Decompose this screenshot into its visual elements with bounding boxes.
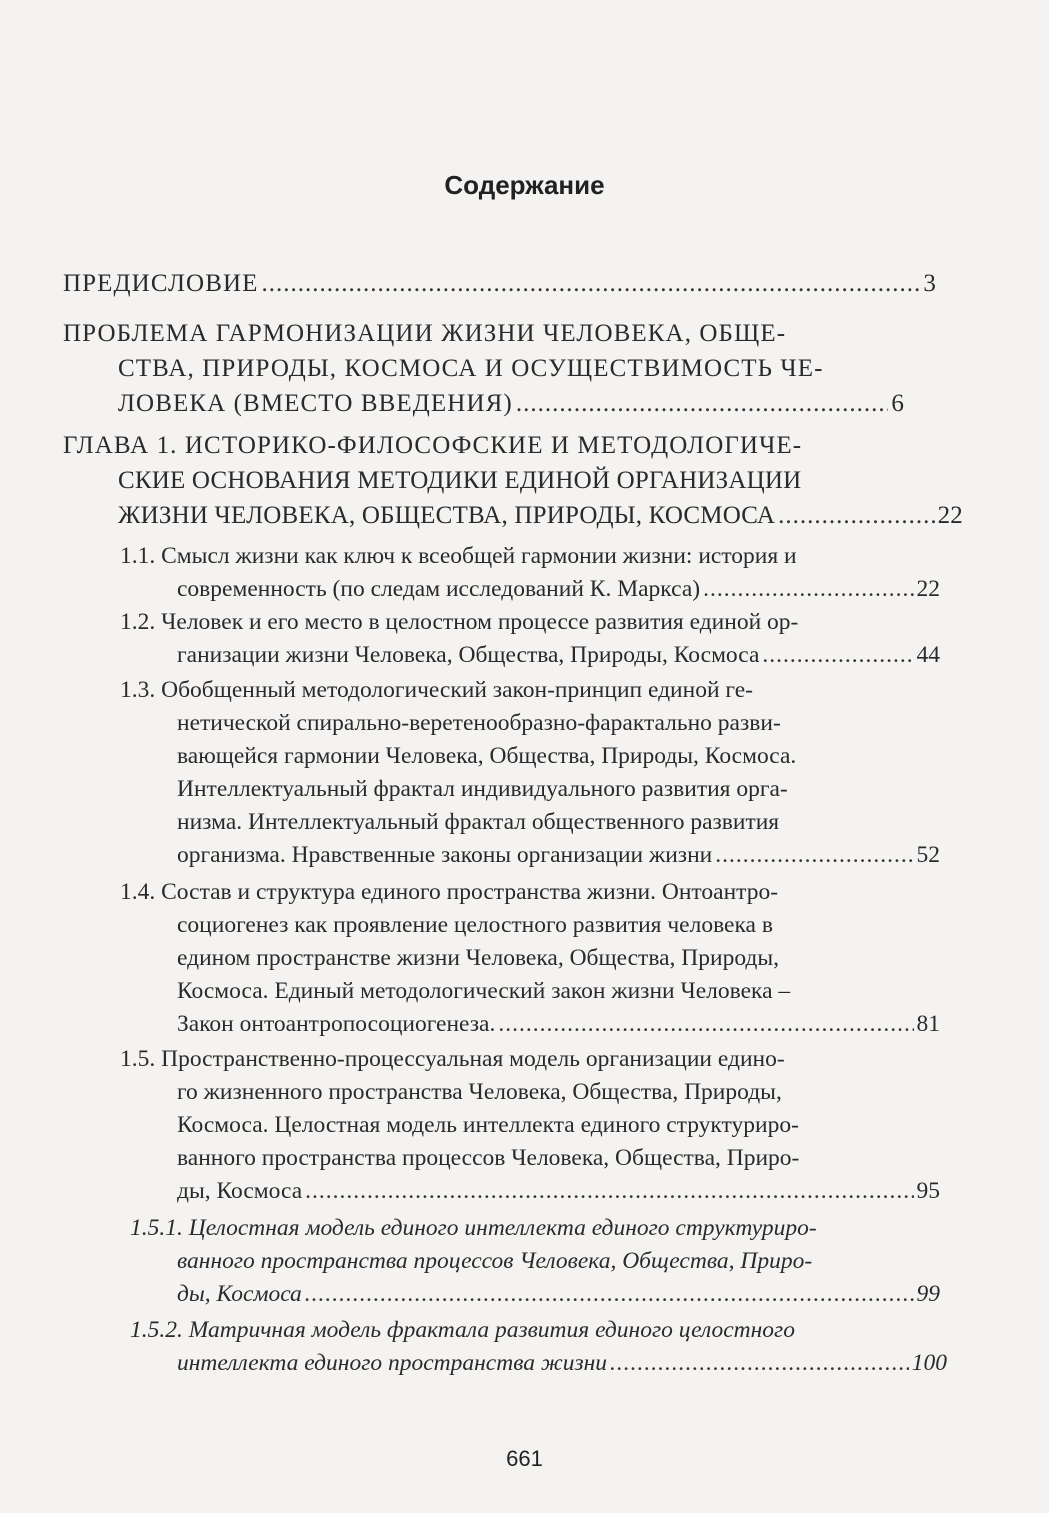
- toc-entry-section-1-5-2[interactable]: [130, 1314, 960, 1380]
- toc-line: [120, 674, 960, 707]
- toc-entry-text: организма. Нравственные законы организации жизни: [177, 842, 713, 868]
- toc-line: [177, 909, 960, 942]
- toc-line: [177, 1076, 960, 1109]
- toc-entry-text: 1.1. Смысл жизни как ключ к всеобщей гармонии жизни: история и: [120, 543, 797, 569]
- toc-entry-preface[interactable]: [63, 266, 937, 301]
- toc-line: [177, 573, 940, 606]
- toc-line: [177, 806, 960, 839]
- toc-line: [177, 1278, 940, 1311]
- toc-entry-text: ванного пространства процессов Человека, Общества, Приро-: [177, 1145, 800, 1171]
- toc-entry-section-1-3[interactable]: [120, 674, 960, 872]
- dot-leader: [610, 1347, 909, 1380]
- toc-line: [118, 498, 963, 533]
- toc-page-number: 22: [916, 576, 940, 602]
- toc-entry-text: ПРЕДИСЛОВИЕ: [63, 270, 259, 297]
- toc-line: [118, 351, 963, 386]
- toc-entry-section-1-4[interactable]: [120, 876, 960, 1041]
- toc-entry-text: 1.2. Человек и его место в целостном процессе развития единой ор-: [120, 609, 799, 635]
- toc-page-number: 99: [916, 1281, 940, 1307]
- dot-leader: [262, 266, 921, 301]
- dot-leader: [305, 1175, 913, 1208]
- toc-line: [177, 1347, 947, 1380]
- toc-entry-text: ды, Космоса: [177, 1281, 302, 1307]
- dot-leader: [715, 839, 913, 872]
- toc-entry-text: интеллекта единого пространства жизни: [177, 1350, 608, 1376]
- toc-line: [177, 773, 960, 806]
- toc-line: [177, 740, 960, 773]
- toc-entry-text: Интеллектуальный фрактал индивидуального развития орга-: [177, 776, 788, 802]
- toc-line: [177, 707, 960, 740]
- toc-entry-text: 1.3. Обобщенный методологический закон-принцип единой ге-: [120, 677, 753, 703]
- toc-entry-text: СТВА, ПРИРОДЫ, КОСМОСА И ОСУЩЕСТВИМОСТЬ ЧЕ-: [118, 355, 824, 382]
- toc-page-number: 81: [916, 1011, 940, 1037]
- toc-page-number: 3: [923, 270, 937, 297]
- toc-line: [177, 1175, 940, 1208]
- toc-line: [120, 540, 960, 573]
- toc-entry-text: ды, Космоса: [177, 1178, 303, 1204]
- toc-entry-text: СКИЕ ОСНОВАНИЯ МЕТОДИКИ ЕДИНОЙ ОРГАНИЗАЦИИ: [118, 467, 802, 494]
- dot-leader: [516, 386, 889, 421]
- toc-line: [177, 975, 960, 1008]
- toc-entry-section-1-5[interactable]: [120, 1043, 960, 1208]
- toc-entry-text: 1.4. Состав и структура единого пространства жизни. Онтоантро-: [120, 879, 779, 905]
- toc-entry-text: современность (по следам исследований К. Маркса): [177, 576, 701, 602]
- toc-page-number: 22: [937, 502, 963, 529]
- toc-entry-text: го жизненного пространства Человека, Общества, Природы,: [177, 1079, 782, 1105]
- toc-line: [177, 839, 940, 872]
- dot-leader: [703, 573, 913, 606]
- page-number: 661: [506, 1446, 543, 1471]
- toc-page-number: 100: [911, 1350, 947, 1376]
- toc-entry-text: низма. Интеллектуальный фрактал общественного развития: [177, 809, 780, 835]
- toc-page-number: 52: [916, 842, 940, 868]
- toc-line: [130, 1314, 960, 1347]
- toc-line: [177, 1142, 960, 1175]
- dot-leader: [762, 639, 913, 672]
- dot-leader: [498, 1008, 913, 1041]
- toc-entry-text: 1.5.1. Целостная модель единого интеллекта единого структуриро-: [130, 1215, 817, 1241]
- toc-page-number: 95: [916, 1178, 940, 1204]
- toc-page-number: 6: [891, 390, 905, 417]
- toc-line: [130, 1212, 960, 1245]
- toc-entry-text: вающейся гармонии Человека, Общества, Природы, Космоса.: [177, 743, 797, 769]
- dot-leader: [778, 498, 934, 533]
- toc-line: [120, 1043, 960, 1076]
- toc-entry-section-1-2[interactable]: [120, 606, 960, 672]
- toc-line: [118, 463, 963, 498]
- toc-entry-text: социогенез как проявление целостного развития человека в: [177, 912, 773, 938]
- toc-page-number: 44: [916, 642, 940, 668]
- toc-entry-introduction[interactable]: [63, 316, 963, 421]
- toc-entry-text: ПРОБЛЕМА ГАРМОНИЗАЦИИ ЖИЗНИ ЧЕЛОВЕКА, ОБЩЕ-: [63, 320, 787, 347]
- toc-entry-text: нетической спирально-веретенообразно-фарактально разви-: [177, 710, 781, 736]
- toc-entry-text: едином пространстве жизни Человека, Общества, Природы,: [177, 945, 780, 971]
- toc-line: [120, 606, 960, 639]
- toc-entry-text: ванного пространства процессов Человека, Общества, Приро-: [177, 1248, 813, 1274]
- toc-line: [177, 942, 960, 975]
- toc-entry-text: ганизации жизни Человека, Общества, Природы, Космоса: [177, 642, 760, 668]
- toc-entry-text: Космоса. Целостная модель интеллекта единого структуриро-: [177, 1112, 799, 1138]
- toc-entry-text: Закон онтоантропосоциогенеза.: [177, 1011, 496, 1037]
- toc-entry-chapter-1[interactable]: [63, 428, 963, 533]
- toc-line: [118, 386, 905, 421]
- toc-line: [120, 876, 960, 909]
- dot-leader: [305, 1278, 914, 1311]
- toc-entry-text: Космоса. Единый методологический закон жизни Человека –: [177, 978, 791, 1004]
- toc-line: [177, 1245, 960, 1278]
- toc-entry-text: ЖИЗНИ ЧЕЛОВЕКА, ОБЩЕСТВА, ПРИРОДЫ, КОСМОСА: [118, 502, 776, 529]
- toc-line: [177, 639, 940, 672]
- toc-entry-text: 1.5.2. Матричная модель фрактала развития единого целостного: [130, 1317, 795, 1343]
- page-title: Содержание: [444, 170, 605, 200]
- toc-line: [177, 1008, 940, 1041]
- toc-line: [63, 428, 963, 463]
- toc-entry-section-1-5-1[interactable]: [130, 1212, 960, 1311]
- toc-entry-text: ЛОВЕКА (ВМЕСТО ВВЕДЕНИЯ): [118, 390, 513, 417]
- toc-line: [177, 1109, 960, 1142]
- toc-entry-text: 1.5. Пространственно-процессуальная модель организации едино-: [120, 1046, 785, 1072]
- toc-entry-text: ГЛАВА 1. ИСТОРИКО-ФИЛОСОФСКИЕ И МЕТОДОЛОГИЧЕ-: [63, 432, 803, 459]
- toc-entry-section-1-1[interactable]: [120, 540, 960, 606]
- toc-line: [63, 316, 963, 351]
